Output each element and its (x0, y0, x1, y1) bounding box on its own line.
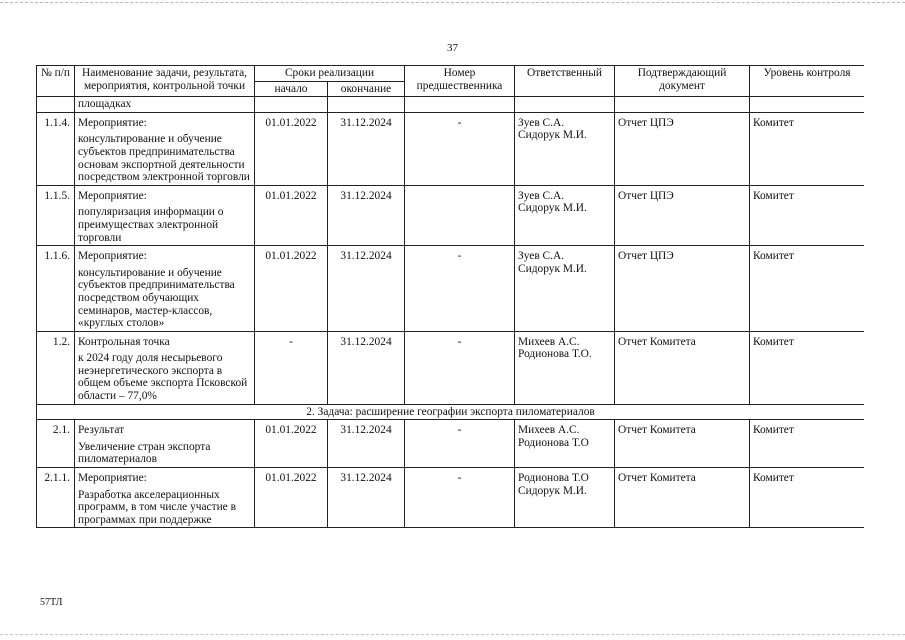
row-name-cell (75, 112, 255, 185)
row-lead: Мероприятие: (78, 189, 147, 202)
responsible-2: Сидорук М.И. (518, 129, 587, 142)
row-number: 1.1.4. (37, 112, 75, 185)
row-number: 2.1.1. (37, 468, 75, 528)
row-document: Отчет Комитета (615, 468, 750, 528)
section-row (37, 404, 865, 420)
header-num: № п/п (37, 66, 75, 97)
table-row (37, 185, 865, 245)
row-description: Разработка акселерационных программ, в том числе участие в программах при поддержке (78, 488, 236, 526)
row-responsible (515, 420, 615, 468)
row-end: 31.12.2024 (328, 331, 405, 404)
row-description: консультирование и обучение субъектов предпринимательства посредством обучающих семинаров, мастер-классов, «круглых столов» (78, 266, 235, 330)
row-number: 1.1.6. (37, 246, 75, 332)
row-start: 01.01.2022 (255, 246, 328, 332)
row-lead: Мероприятие: (78, 472, 147, 485)
header-name: Наименование задачи, результата, мероприятия, контрольной точки (75, 66, 255, 97)
bottom-scan-edge (0, 634, 905, 635)
responsible-1: Родионова Т.О (518, 472, 589, 485)
row-description: Увеличение стран экспорта пиломатериалов (78, 440, 211, 466)
section-title: 2. Задача: расширение географии экспорта пиломатериалов (37, 404, 865, 420)
table-row (37, 420, 865, 468)
responsible-1: Зуев С.А. (518, 189, 565, 202)
section-body (37, 404, 865, 420)
row-predecessor: - (405, 246, 515, 332)
header-level: Уровень контроля (750, 66, 864, 97)
top-scan-edge (0, 2, 905, 3)
header-end: окончание (328, 81, 405, 97)
row-lead: Мероприятие: (78, 250, 147, 263)
responsible-2: Сидорук М.И. (518, 262, 587, 275)
row-predecessor: - (405, 331, 515, 404)
table-row (37, 468, 865, 528)
row-level: Комитет (750, 420, 864, 468)
carryover-row (37, 97, 865, 113)
row-document: Отчет Комитета (615, 331, 750, 404)
row-responsible (515, 185, 615, 245)
row-description: консультирование и обучение субъектов предпринимательства основам экспортной деятельности посредством электронной торговли (78, 133, 250, 184)
responsible-2: Родионова Т.О. (518, 348, 592, 361)
row-start: 01.01.2022 (255, 185, 328, 245)
row-predecessor: - (405, 112, 515, 185)
row-name-cell (75, 331, 255, 404)
row-predecessor: - (405, 468, 515, 528)
row-level: Комитет (750, 246, 864, 332)
responsible-2: Сидорук М.И. (518, 202, 587, 215)
row-lead: Мероприятие: (78, 116, 147, 129)
row-name-cell (75, 420, 255, 468)
header-predecessor: Номер предшественника (405, 66, 515, 97)
row-document: Отчет ЦПЭ (615, 246, 750, 332)
row-end: 31.12.2024 (328, 112, 405, 185)
table-body-part1 (37, 97, 865, 404)
responsible-2: Родионова Т.О (518, 436, 589, 449)
plan-table (36, 65, 864, 528)
row-description: к 2024 году доля несырьевого неэнергетического экспорта в общем объеме экспорта Псковской области – 77,0% (78, 352, 248, 403)
table-header (37, 66, 865, 97)
row-end: 31.12.2024 (328, 185, 405, 245)
plan-table-container (36, 65, 864, 582)
row-lead: Результат (78, 424, 125, 437)
responsible-1: Зуев С.А. (518, 116, 565, 129)
row-number: 1.2. (37, 331, 75, 404)
header-document: Подтверждающий документ (615, 66, 750, 97)
row-level: Комитет (750, 468, 864, 528)
header-start: начало (255, 81, 328, 97)
row-name-cell (75, 246, 255, 332)
header-responsible: Ответственный (515, 66, 615, 97)
footer-code: 57ТЛ (40, 597, 63, 608)
page-number: 37 (447, 42, 458, 54)
row-start: 01.01.2022 (255, 112, 328, 185)
table-row (37, 331, 865, 404)
row-start: 01.01.2022 (255, 468, 328, 528)
table-body-part2 (37, 420, 865, 528)
row-end: 31.12.2024 (328, 420, 405, 468)
row-number: 2.1. (37, 420, 75, 468)
row-name-cell (75, 468, 255, 528)
carryover-text: площадках (75, 97, 255, 113)
row-responsible (515, 468, 615, 528)
row-number: 1.1.5. (37, 185, 75, 245)
row-description: популяризация информации о преимуществах электронной торговли (78, 206, 224, 244)
responsible-1: Михеев А.С. (518, 424, 580, 437)
row-predecessor (405, 185, 515, 245)
row-level: Комитет (750, 331, 864, 404)
table-row (37, 246, 865, 332)
responsible-1: Михеев А.С. (518, 335, 580, 348)
row-start: 01.01.2022 (255, 420, 328, 468)
row-end: 31.12.2024 (328, 246, 405, 332)
row-lead: Контрольная точка (78, 335, 170, 348)
responsible-1: Зуев С.А. (518, 250, 565, 263)
responsible-2: Сидорук М.И. (518, 484, 587, 497)
row-end: 31.12.2024 (328, 468, 405, 528)
row-level: Комитет (750, 185, 864, 245)
table-row (37, 112, 865, 185)
row-document: Отчет ЦПЭ (615, 112, 750, 185)
row-document: Отчет ЦПЭ (615, 185, 750, 245)
row-name-cell (75, 185, 255, 245)
row-responsible (515, 112, 615, 185)
row-responsible (515, 246, 615, 332)
row-document: Отчет Комитета (615, 420, 750, 468)
row-start: - (255, 331, 328, 404)
row-predecessor: - (405, 420, 515, 468)
row-level: Комитет (750, 112, 864, 185)
row-responsible (515, 331, 615, 404)
header-terms: Сроки реализации (255, 66, 405, 82)
